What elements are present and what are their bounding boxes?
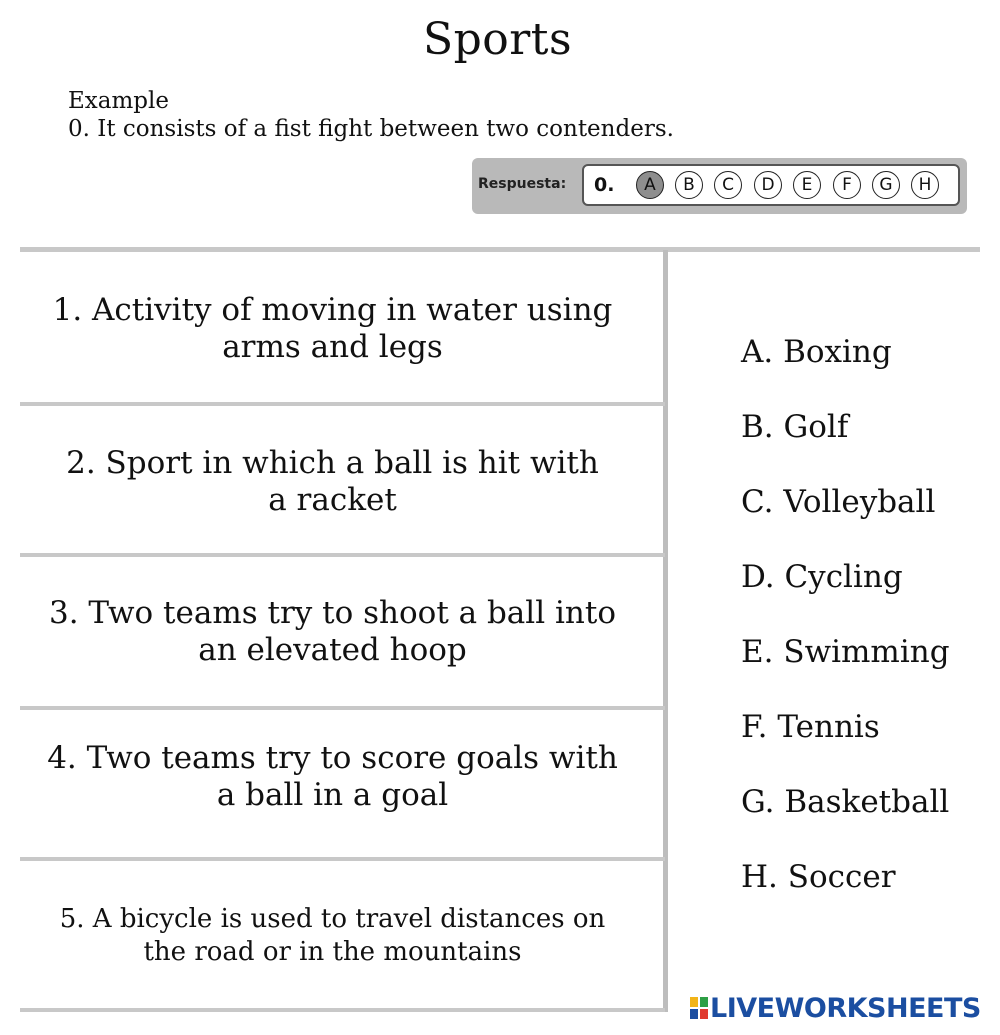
question-1-line-2: arms and legs bbox=[222, 329, 443, 365]
table-top-border bbox=[20, 247, 980, 252]
question-4 bbox=[20, 740, 645, 814]
option-e[interactable]: E. Swimming bbox=[741, 634, 950, 670]
answer-label: Respuesta: bbox=[478, 176, 567, 192]
answer-bubble-e[interactable]: E bbox=[793, 171, 821, 199]
option-g[interactable]: G. Basketball bbox=[741, 784, 950, 820]
answer-bubble-b[interactable]: B bbox=[675, 171, 703, 199]
option-h[interactable]: H. Soccer bbox=[741, 859, 896, 895]
answer-number: 0. bbox=[594, 174, 615, 196]
question-1-line-1: 1. Activity of moving in water using bbox=[52, 292, 613, 328]
question-2-line-2: a racket bbox=[268, 482, 397, 518]
option-a[interactable]: A. Boxing bbox=[741, 334, 892, 370]
example-question: 0. It consists of a fist fight between two contenders. bbox=[68, 116, 674, 142]
question-2 bbox=[20, 445, 645, 519]
liveworksheets-icon bbox=[690, 997, 708, 1019]
question-2-line-1: 2. Sport in which a ball is hit with bbox=[66, 445, 599, 481]
option-d[interactable]: D. Cycling bbox=[741, 559, 903, 595]
question-4-line-1: 4. Two teams try to score goals with bbox=[47, 740, 618, 776]
column-divider bbox=[663, 250, 668, 1012]
answer-bubble-a[interactable]: A bbox=[636, 171, 664, 199]
question-1 bbox=[20, 292, 645, 366]
question-4-line-2: a ball in a goal bbox=[216, 777, 449, 813]
option-c[interactable]: C. Volleyball bbox=[741, 484, 936, 520]
row-divider bbox=[20, 553, 665, 557]
page-title: Sports bbox=[422, 14, 573, 65]
answer-sheet bbox=[582, 164, 960, 206]
row-divider bbox=[20, 1008, 665, 1012]
example-label: Example bbox=[68, 88, 169, 114]
question-5-line-2: the road or in the mountains bbox=[143, 937, 522, 967]
answer-bubble-d[interactable]: D bbox=[754, 171, 782, 199]
question-5-line-1: 5. A bicycle is used to travel distances on bbox=[59, 904, 606, 934]
answer-bubble-c[interactable]: C bbox=[714, 171, 742, 199]
row-divider bbox=[20, 857, 665, 861]
answer-bubble-h[interactable]: H bbox=[911, 171, 939, 199]
question-3-line-2: an elevated hoop bbox=[198, 632, 467, 668]
liveworksheets-logo bbox=[690, 993, 981, 1024]
answer-bubble-g[interactable]: G bbox=[872, 171, 900, 199]
answer-box bbox=[472, 158, 967, 214]
option-b[interactable]: B. Golf bbox=[741, 409, 849, 445]
row-divider bbox=[20, 402, 665, 406]
question-3 bbox=[20, 595, 645, 669]
option-f[interactable]: F. Tennis bbox=[741, 709, 880, 745]
question-3-line-1: 3. Two teams try to shoot a ball into bbox=[49, 595, 616, 631]
row-divider bbox=[20, 706, 665, 710]
brand-name: LIVEWORKSHEETS bbox=[710, 993, 981, 1024]
question-5 bbox=[20, 903, 645, 969]
answer-bubble-f[interactable]: F bbox=[833, 171, 861, 199]
